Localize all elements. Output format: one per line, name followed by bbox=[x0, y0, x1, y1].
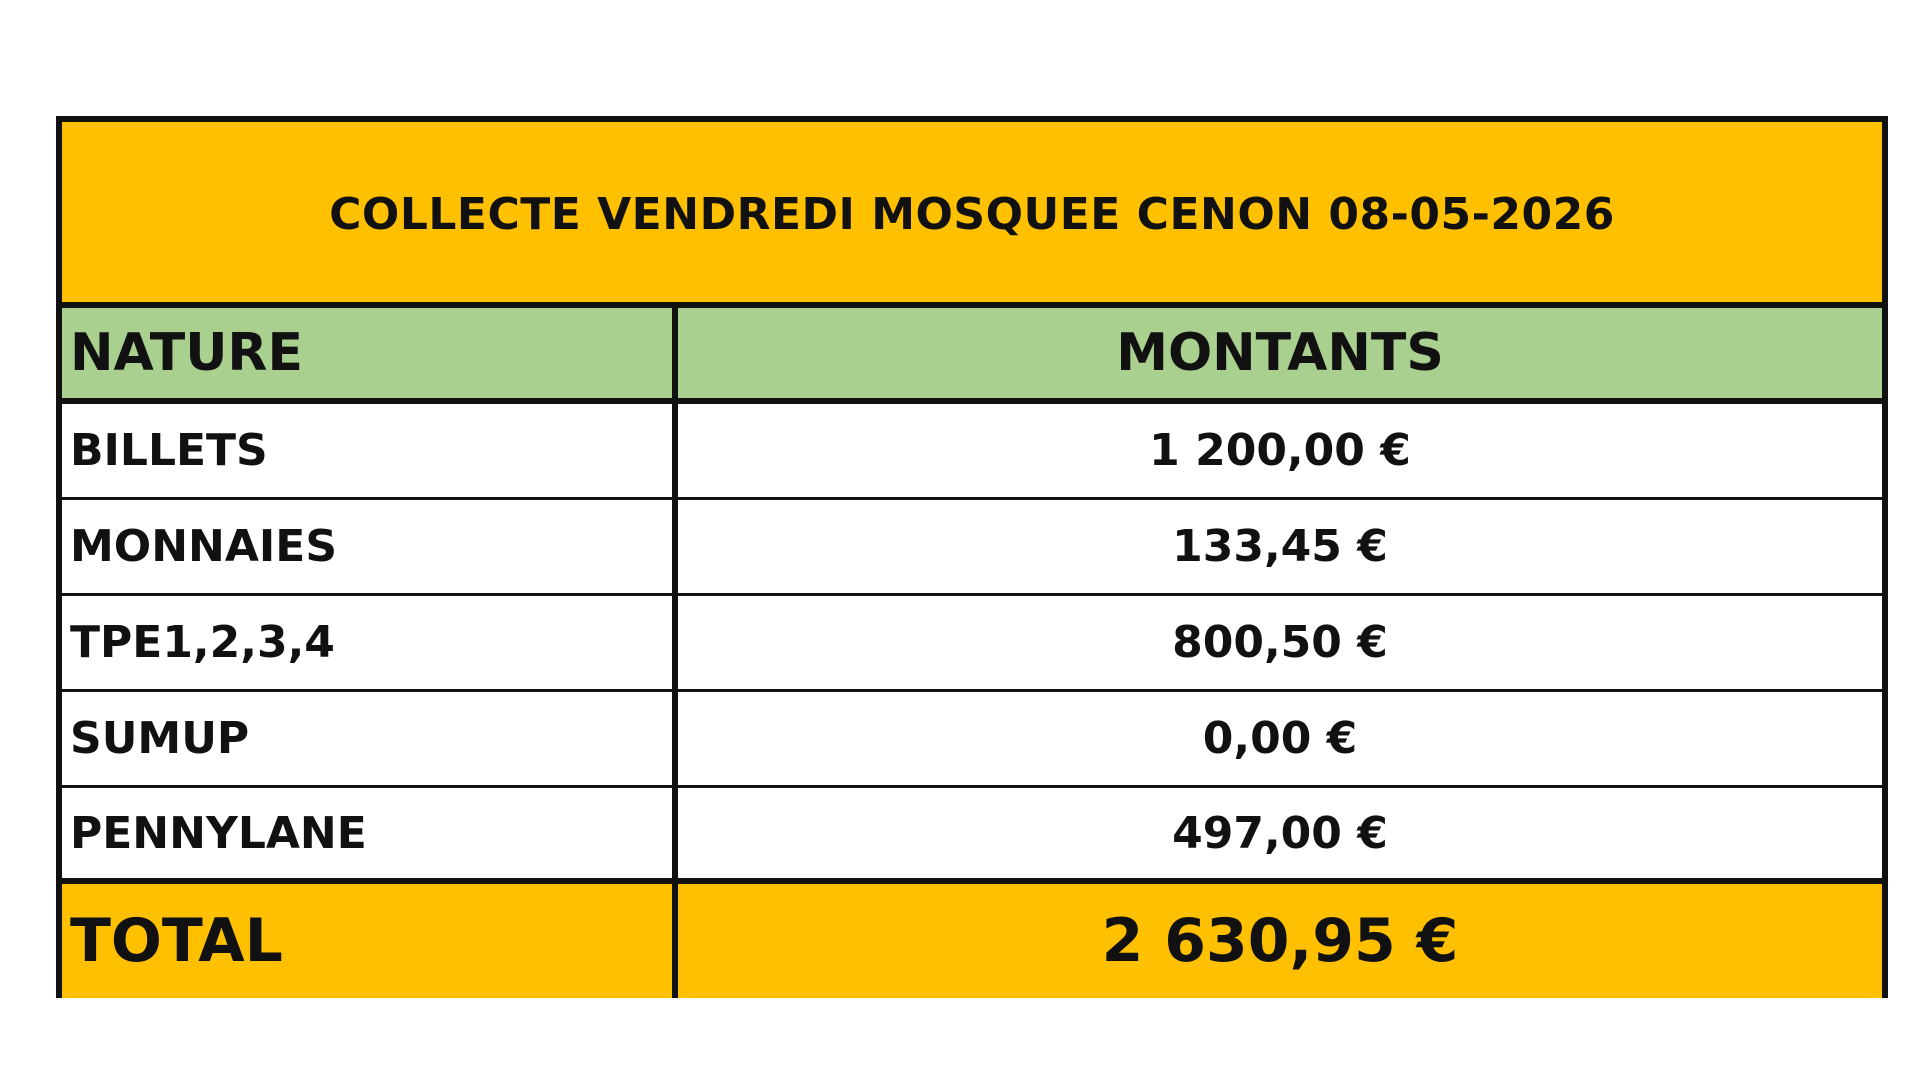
total-amount: 2 630,95 € bbox=[1101, 906, 1459, 976]
nature-cell: SUMUP bbox=[62, 692, 678, 785]
column-header-amount: MONTANTS bbox=[1116, 323, 1444, 383]
total-label: TOTAL bbox=[62, 884, 678, 998]
total-row bbox=[62, 884, 1882, 998]
title-banner bbox=[62, 122, 1882, 308]
amount-cell: 1 200,00 € bbox=[1149, 425, 1411, 476]
column-header-row bbox=[62, 308, 1882, 404]
table-row-pennylane bbox=[62, 788, 1882, 884]
nature-cell: TPE1,2,3,4 bbox=[62, 596, 678, 689]
table-row-billets bbox=[62, 404, 1882, 500]
column-header-nature: NATURE bbox=[62, 308, 678, 398]
amount-cell: 800,50 € bbox=[1172, 617, 1388, 668]
table-row-monnaies bbox=[62, 500, 1882, 596]
amount-cell: 133,45 € bbox=[1172, 521, 1388, 572]
nature-cell: BILLETS bbox=[62, 404, 678, 497]
amount-cell: 497,00 € bbox=[1172, 807, 1388, 859]
amount-cell: 0,00 € bbox=[1202, 713, 1358, 764]
table-row-tpe bbox=[62, 596, 1882, 692]
nature-cell: MONNAIES bbox=[62, 500, 678, 593]
nature-cell: PENNYLANE bbox=[62, 788, 678, 878]
sheet-title: COLLECTE VENDREDI MOSQUEE CENON 08-05-2026 bbox=[329, 188, 1615, 240]
table-row-sumup bbox=[62, 692, 1882, 788]
amounts-table bbox=[62, 308, 1882, 992]
collection-sheet bbox=[56, 116, 1888, 998]
